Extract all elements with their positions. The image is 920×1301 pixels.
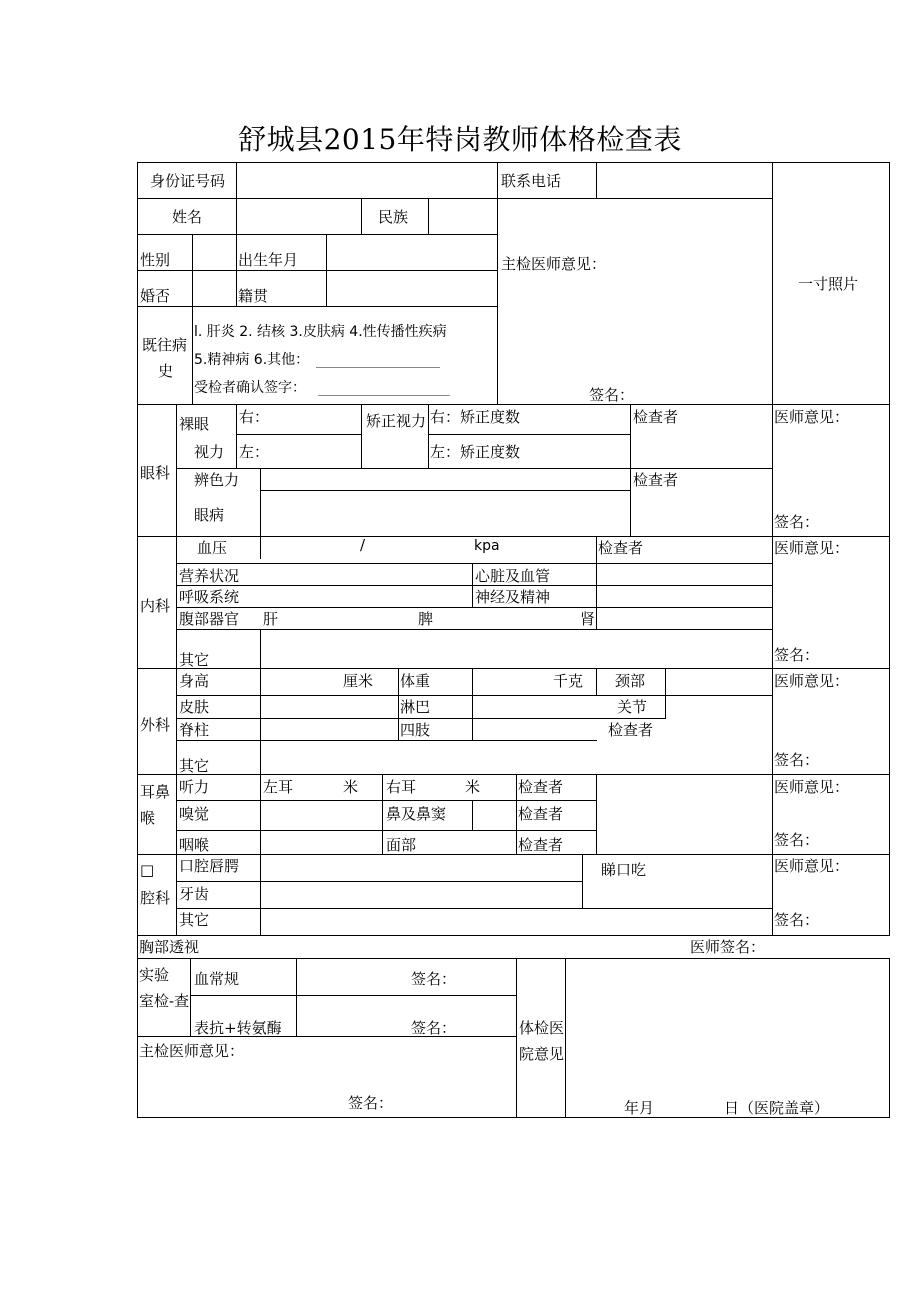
- internal-opinion-label: 医师意见：: [774, 539, 850, 557]
- eye-sign-label: 签名：: [774, 513, 820, 531]
- chief-opinion-label: 主检医师意见：: [501, 255, 607, 273]
- grid-h-line: [137, 1117, 890, 1118]
- nutrition-label: 营养状况: [179, 567, 240, 585]
- grid-h-line: [428, 434, 631, 435]
- left-ear-unit: 米: [343, 778, 359, 796]
- history-options-line2: 5.精神病 6.其他：: [194, 352, 310, 368]
- eye-examiner-1: 检查者: [633, 408, 679, 426]
- hospital-opinion-label: 体检医: [519, 1019, 565, 1037]
- grid-h-line: [176, 908, 583, 909]
- eye-opinion-label: 医师意见：: [774, 408, 850, 426]
- grid-h-line: [137, 935, 890, 936]
- marital-label: 婚否: [140, 287, 171, 305]
- chest-sign-label: 医师签名：: [690, 938, 766, 956]
- throat-label: 咽喉: [179, 836, 210, 854]
- bp-unit: kpa: [474, 538, 500, 554]
- ent-section-label: 耳鼻: [140, 783, 171, 801]
- height-unit: 厘米: [343, 672, 374, 690]
- oral-opinion-label: 医师意见：: [774, 857, 850, 875]
- weight-label: 体重: [400, 672, 431, 690]
- grid-v-line: [428, 404, 429, 469]
- grid-v-line: [582, 854, 583, 909]
- grid-v-line: [596, 774, 597, 855]
- grid-h-line: [176, 629, 773, 630]
- page-title: 舒城县2015年特岗教师体格检查表: [238, 123, 682, 156]
- liver-label: 肝: [263, 610, 279, 628]
- history-label-2: 史: [158, 362, 174, 380]
- grid-v-line: [192, 234, 193, 307]
- corrected-vision-label: 矫正视力: [366, 412, 427, 430]
- lymph-label: 淋巴: [400, 698, 431, 716]
- color-vision-label: 辨色力: [194, 471, 240, 489]
- grid-h-line: [176, 695, 773, 696]
- grid-v-line: [472, 668, 473, 741]
- lips-label: 口腔唇腭: [179, 857, 240, 875]
- eye-disease-label: 眼病: [194, 506, 225, 524]
- liver-function-label: 表抗+转氨酶: [194, 1019, 282, 1037]
- right-ear-unit: 米: [465, 778, 481, 796]
- grid-h-line: [260, 490, 631, 491]
- grid-v-line: [176, 774, 177, 855]
- bp-slash: /: [360, 536, 366, 554]
- surgery-other-label: 其它: [179, 757, 210, 775]
- grid-v-line: [236, 404, 237, 469]
- grid-v-line: [516, 958, 517, 1118]
- ent-opinion-label: 医师意见：: [774, 778, 850, 796]
- grid-v-line: [665, 668, 666, 719]
- spine-label: 脊柱: [179, 721, 210, 739]
- grid-v-line: [596, 536, 597, 630]
- confirm-underline: [318, 395, 450, 396]
- blood-routine-label: 血常规: [194, 970, 240, 988]
- grid-h-line: [176, 830, 597, 831]
- ent-examiner-3: 检查者: [518, 836, 564, 854]
- grid-v-line: [236, 234, 237, 307]
- date-label: 年月: [624, 1099, 655, 1117]
- grid-v-line: [260, 668, 261, 775]
- limbs-label: 四肢: [400, 721, 431, 739]
- kidney-label: 肾: [580, 610, 596, 628]
- oral-other-label: 其它: [179, 911, 210, 929]
- oral-section-label-2: 腔科: [140, 889, 171, 907]
- hospital-seal-label: 日（医院盖章）: [724, 1099, 830, 1117]
- naked-right-label: 右：: [239, 408, 270, 426]
- phone-label: 联系电话: [501, 172, 562, 190]
- grid-v-line: [176, 854, 177, 936]
- grid-v-line: [190, 958, 191, 1037]
- neck-label: 颈部: [615, 672, 646, 690]
- hospital-opinion-label-2: 院意见: [519, 1045, 565, 1063]
- grid-h-line: [236, 434, 362, 435]
- grid-h-line: [582, 908, 773, 909]
- grid-v-line: [889, 162, 890, 936]
- nose-label: 鼻及鼻窦: [386, 805, 447, 823]
- skin-label: 皮肤: [179, 698, 210, 716]
- grid-v-line: [260, 774, 261, 855]
- grid-v-line: [889, 958, 890, 1118]
- final-chief-opinion-label: 主检医师意见：: [139, 1042, 245, 1060]
- history-label: 既往病: [142, 336, 188, 354]
- grid-h-line: [137, 198, 773, 199]
- native-place-label: 籍贯: [238, 287, 269, 305]
- grid-v-line: [630, 404, 631, 537]
- ent-sign-label: 签名：: [774, 831, 820, 849]
- grid-v-line: [565, 958, 566, 1118]
- grid-v-line: [472, 800, 473, 831]
- grid-v-line: [176, 404, 177, 537]
- history-confirm-sign: 受检者确认签字：: [194, 380, 306, 396]
- teeth-label: 牙齿: [179, 885, 210, 903]
- grid-h-line: [137, 668, 890, 669]
- spleen-label: 脾: [418, 610, 434, 628]
- chief-sign-label: 签名：: [589, 386, 635, 404]
- other-underline: [316, 367, 440, 368]
- grid-v-line: [260, 854, 261, 936]
- nerve-label: 神经及精神: [475, 588, 551, 606]
- lab-sign-1: 签名：: [411, 970, 457, 988]
- grid-v-line: [361, 404, 362, 469]
- blood-pressure-label: 血压: [197, 539, 228, 557]
- grid-h-line: [596, 718, 666, 719]
- grid-h-line: [176, 881, 583, 882]
- grid-v-line: [428, 198, 429, 235]
- corrected-left-label: 左：矫正度数: [430, 443, 521, 461]
- history-options-line1: l. 肝炎 2. 结核 3.皮肤病 4.性传播性疾病: [194, 324, 447, 340]
- grid-h-line: [137, 404, 890, 405]
- grid-v-line: [260, 468, 261, 537]
- grid-h-line: [176, 718, 597, 719]
- oral-section-label: □: [140, 861, 155, 879]
- photo-placeholder: 一寸照片: [798, 275, 859, 293]
- grid-v-line: [260, 629, 261, 669]
- ent-examiner-1: 检查者: [518, 778, 564, 796]
- lab-sign-2: 签名：: [411, 1019, 457, 1037]
- gender-label: 性别: [140, 251, 171, 269]
- grid-h-line: [497, 198, 597, 199]
- grid-h-line: [137, 958, 890, 959]
- grid-v-line: [382, 774, 383, 855]
- lab-section-label: 实验: [139, 966, 170, 984]
- lab-section-label-2: 室检-查: [139, 992, 190, 1010]
- internal-section-label: 内科: [140, 597, 171, 615]
- weight-unit: 千克: [553, 672, 584, 690]
- chest-xray-label: 胸部透视: [139, 938, 200, 956]
- grid-v-line: [192, 306, 193, 405]
- ent-section-label-2: 喉: [140, 809, 156, 827]
- name-label: 姓名: [172, 208, 203, 226]
- surgery-sign-label: 签名：: [774, 751, 820, 769]
- grid-v-line: [497, 162, 498, 405]
- grid-v-line: [236, 162, 237, 235]
- grid-v-line: [596, 162, 597, 199]
- grid-v-line: [361, 198, 362, 235]
- grid-v-line: [398, 668, 399, 741]
- joint-label: 关节: [617, 698, 648, 716]
- grid-v-line: [176, 536, 177, 669]
- smell-label: 嗅觉: [179, 805, 210, 823]
- stutter-label: 睇口吃: [601, 861, 647, 879]
- grid-v-line: [260, 536, 261, 559]
- ent-examiner-2: 检查者: [518, 805, 564, 823]
- eye-examiner-2: 检查者: [633, 471, 679, 489]
- grid-h-line: [176, 468, 773, 469]
- heart-label: 心脏及血管: [475, 567, 551, 585]
- grid-v-line: [137, 162, 138, 1118]
- respiratory-label: 呼吸系统: [179, 588, 240, 606]
- eye-section-label: 眼科: [140, 464, 171, 482]
- grid-v-line: [772, 162, 773, 936]
- oral-sign-label: 签名：: [774, 911, 820, 929]
- naked-vision-label-2: 视力: [194, 443, 225, 461]
- grid-v-line: [326, 234, 327, 307]
- ethnicity-label: 民族: [378, 208, 409, 226]
- surgery-section-label: 外科: [140, 716, 171, 734]
- height-label: 身高: [179, 672, 210, 690]
- birth-label: 出生年月: [238, 251, 299, 269]
- grid-h-line: [176, 585, 773, 586]
- grid-h-line: [137, 774, 890, 775]
- internal-other-label: 其它: [179, 651, 210, 669]
- corrected-right-label: 右：矫正度数: [430, 408, 521, 426]
- surgery-opinion-label: 医师意见：: [774, 672, 850, 690]
- internal-examiner: 检查者: [598, 539, 644, 557]
- grid-v-line: [596, 668, 597, 696]
- internal-sign-label: 签名：: [774, 646, 820, 664]
- naked-left-label: 左：: [239, 443, 270, 461]
- left-ear-label: 左耳: [263, 778, 294, 796]
- grid-h-line: [176, 563, 773, 564]
- grid-h-line: [137, 536, 890, 537]
- face-label: 面部: [386, 836, 417, 854]
- naked-vision-label: 裸眼: [179, 415, 210, 433]
- grid-v-line: [296, 958, 297, 1037]
- grid-h-line: [596, 695, 666, 696]
- hearing-label: 听力: [179, 778, 210, 796]
- grid-h-line: [137, 854, 890, 855]
- surgery-examiner: 检查者: [608, 721, 654, 739]
- id-number-label: 身份证号码: [150, 172, 226, 190]
- grid-h-line: [176, 740, 597, 741]
- grid-h-line: [176, 607, 773, 608]
- grid-v-line: [516, 774, 517, 855]
- right-ear-label: 右耳: [386, 778, 417, 796]
- grid-v-line: [472, 563, 473, 608]
- final-chief-sign-label: 签名：: [348, 1094, 394, 1112]
- abdomen-label: 腹部器官: [179, 610, 240, 628]
- grid-h-line: [137, 162, 890, 163]
- grid-v-line: [176, 668, 177, 775]
- grid-h-line: [176, 800, 597, 801]
- grid-h-line: [190, 995, 517, 996]
